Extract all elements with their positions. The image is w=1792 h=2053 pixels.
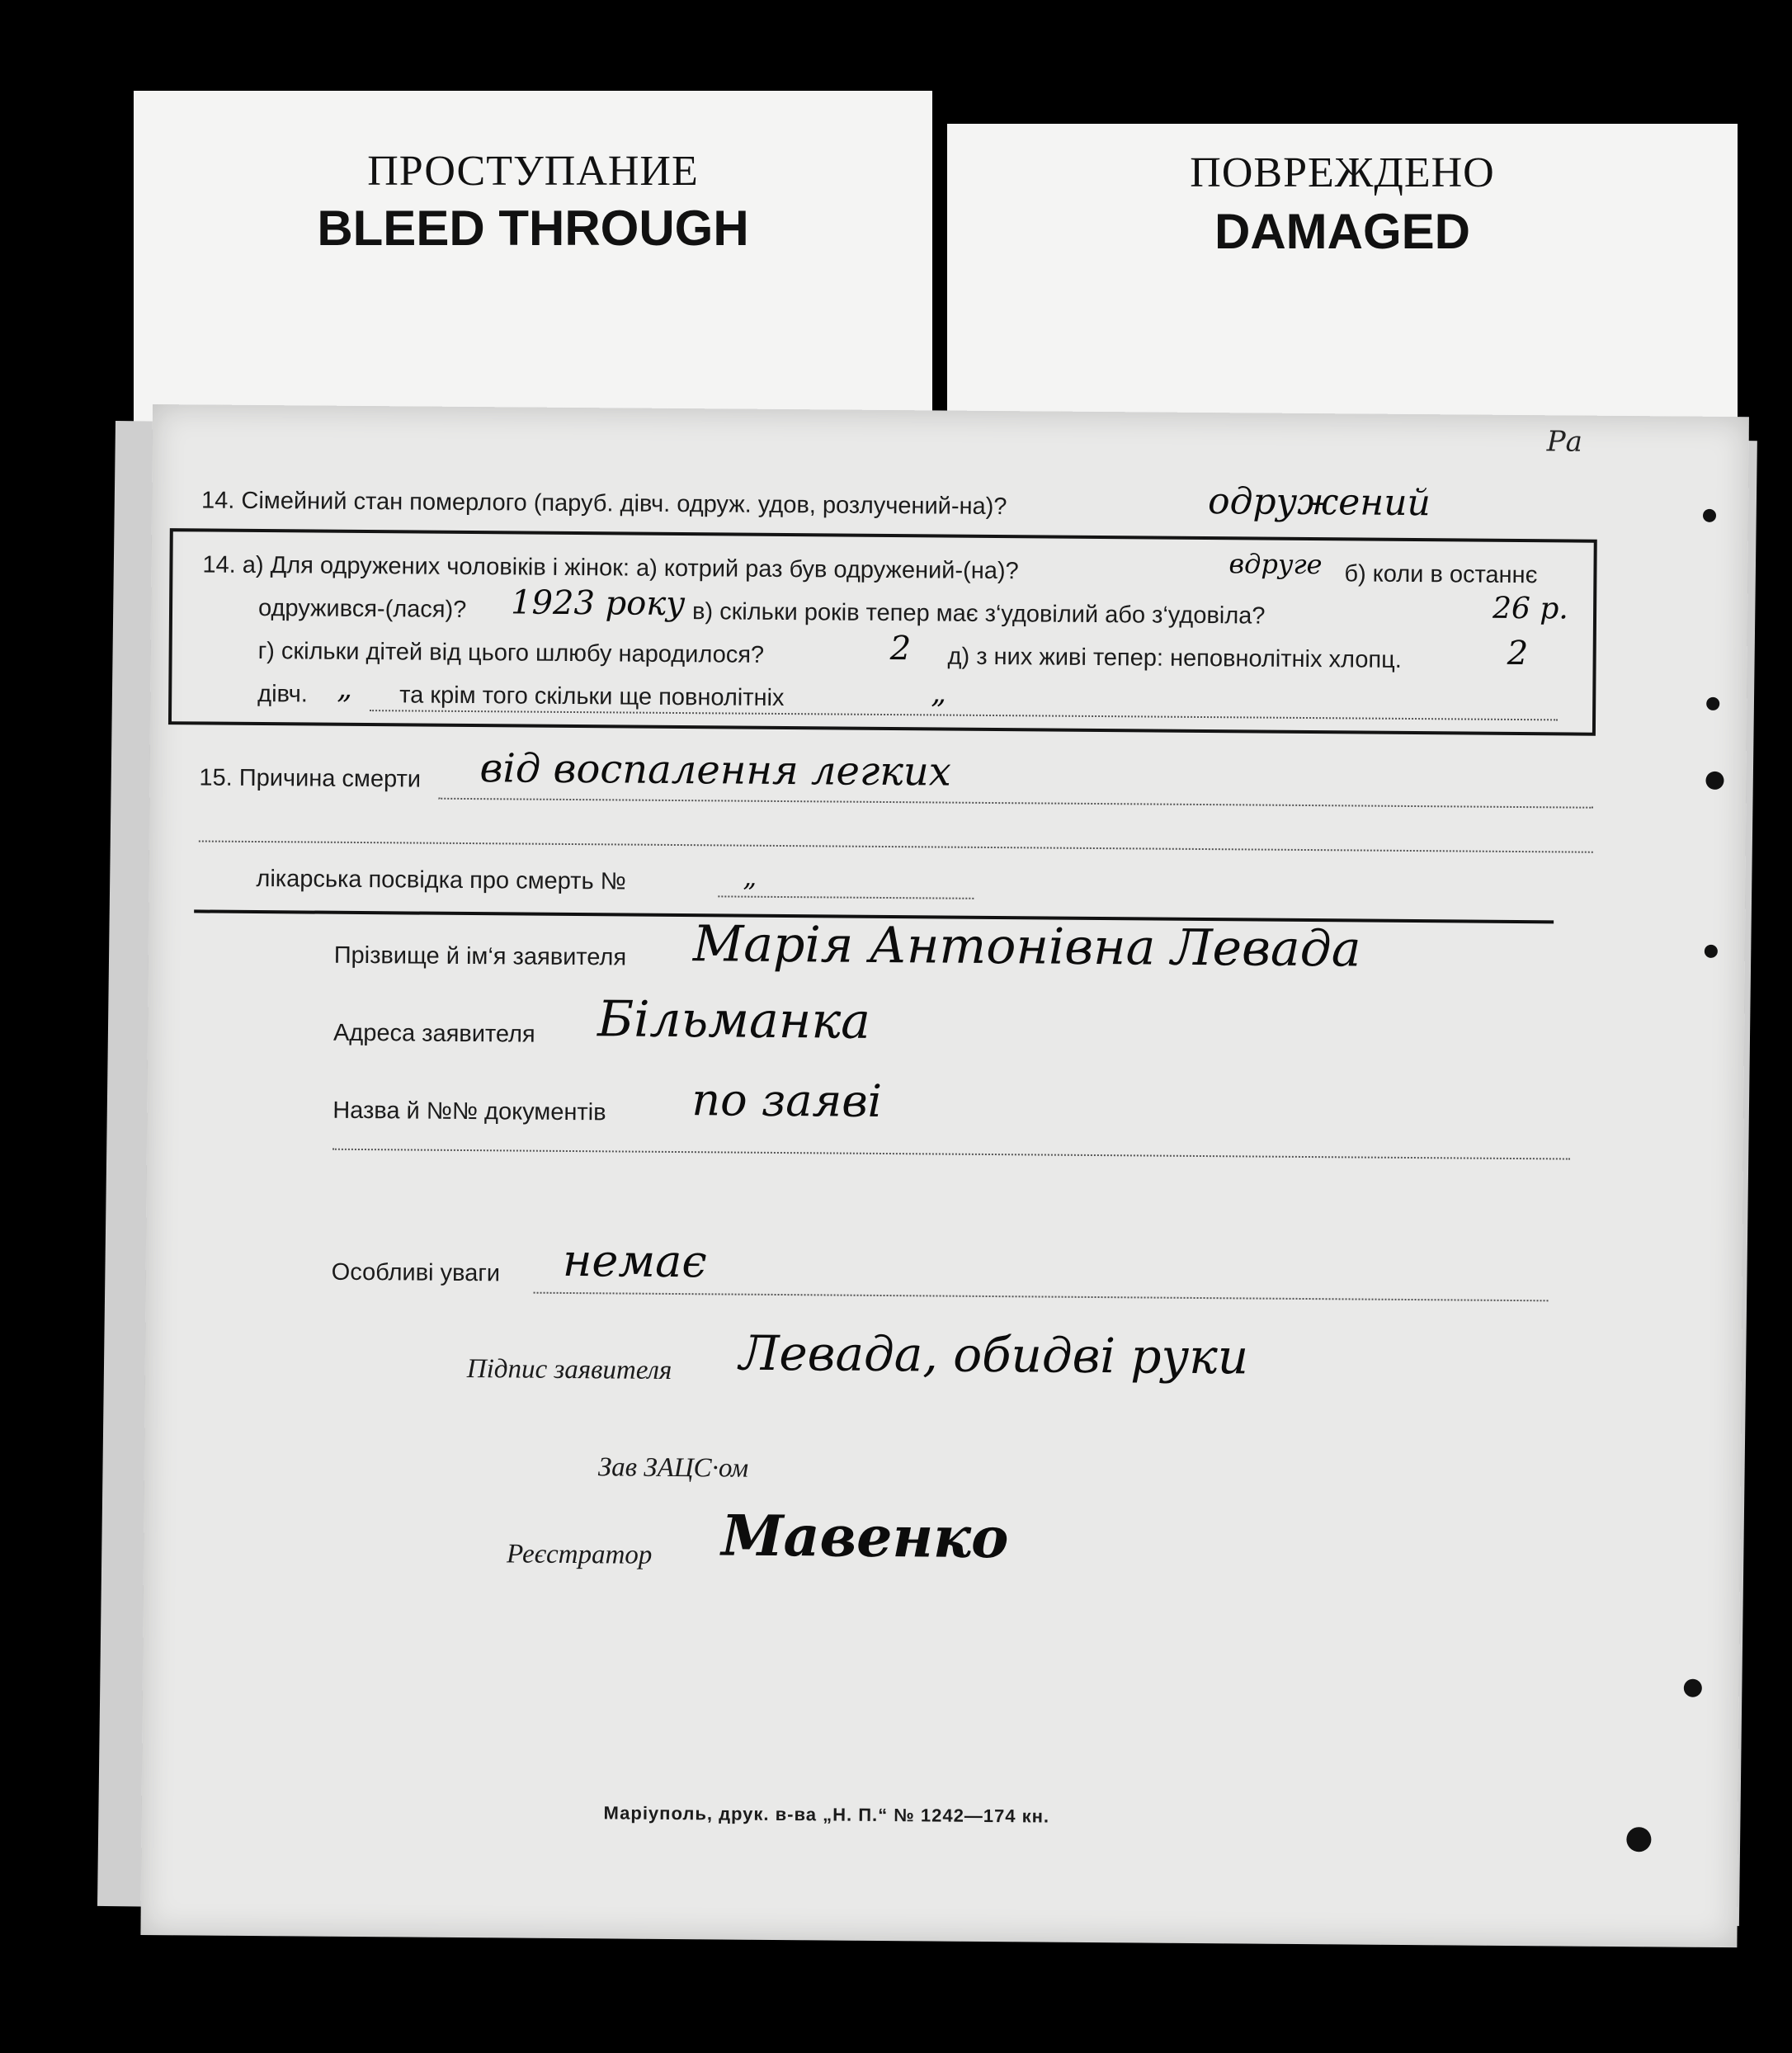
applicant-name-label: Прізвище й ім‘я заявителя (333, 942, 627, 971)
certificate-label: лікарська посвідка про смерть № (256, 866, 626, 895)
certificate-dotted-line (718, 895, 974, 899)
damaged-title-ru: ПОВРЕЖДЕНО (1190, 149, 1495, 196)
head-label: Зав ЗАЦС·ом (597, 1452, 749, 1484)
q15-label: 15. Причина смерти (199, 764, 422, 793)
signature-answer: Левада, обидві руки (738, 1324, 1249, 1385)
remarks-dotted-line (534, 1292, 1549, 1302)
remarks-label: Особливі уваги (331, 1258, 501, 1287)
remarks-answer: немає (562, 1234, 707, 1288)
q14a-answer-adults: „ (931, 676, 947, 710)
damaged-title-en: DAMAGED (1214, 204, 1470, 259)
q14a-dotted-line (370, 710, 1558, 720)
q14a-answer-times: вдруге (1228, 548, 1323, 581)
corner-mark: Ра (1546, 425, 1583, 459)
printer-footer: Маріуполь, друк. в-ва „Н. П.“ № 1242—174 кн. (603, 1802, 1050, 1827)
q14a-line1: 14. а) Для одружених чоловіків і жінок: а) котрий раз був одружений-(на)? (202, 551, 1019, 585)
binding-hole (1626, 1827, 1651, 1852)
bleed-through-title-ru: ПРОСТУПАНИЕ (367, 148, 699, 195)
applicant-address-label: Адреса заявителя (332, 1019, 535, 1048)
documents-label: Назва й №№ документів (332, 1097, 606, 1126)
signature-label: Підпис заявителя (466, 1354, 672, 1385)
binding-hole (1705, 772, 1724, 790)
binding-hole (1706, 697, 1719, 710)
q14a-line2: одружився-(лася)? (257, 595, 467, 623)
binding-hole (1705, 945, 1718, 958)
documents-answer: по заяві (691, 1074, 883, 1127)
q14a-line3: г) скільки дітей від цього шлюбу народилося? (257, 638, 765, 668)
q14a-line4-mid: та крім того скільки ще повнолітніх (399, 682, 785, 712)
q14a-line2-mid: в) скільки років тепер має з‘удовілий або з‘удовіла? (691, 598, 1266, 630)
q14a-answer-year: 1923 року (510, 583, 686, 624)
q14-marital-answer: одружений (1207, 480, 1431, 525)
binding-hole (1684, 1679, 1702, 1697)
applicant-address-answer: Більманка (597, 990, 871, 1050)
q15-dotted-line (438, 798, 1593, 809)
q14a-line4-start: дівч. (257, 681, 309, 708)
q14a-box (168, 528, 1597, 736)
bleed-through-title-en: BLEED THROUGH (317, 201, 749, 256)
certificate-answer: „ (743, 861, 757, 893)
q14a-answer-age: 26 р. (1492, 591, 1569, 626)
q14a-answer-girls: „ (337, 671, 353, 706)
q14a-line1-end: б) коли в останнє (1344, 560, 1538, 589)
damaged-card (947, 124, 1738, 437)
q14-marital-label: 14. Сімейний стан померлого (паруб. дівч. одруж. удов, розлучений-на)? (200, 487, 1007, 521)
q15-dotted-line-2 (199, 840, 1593, 852)
registrar-signature: Мавенко (720, 1503, 1009, 1572)
q15-answer: від воспалення легких (479, 745, 952, 795)
q14a-answer-boys: 2 (1507, 634, 1529, 673)
documents-dotted-line (332, 1149, 1570, 1160)
q14a-line3-mid: д) з них живі тепер: неповнолітніх хлопц. (947, 643, 1402, 673)
bleed-through-card (134, 91, 932, 437)
applicant-name-answer: Марія Антонівна Левада (692, 915, 1361, 979)
q14a-answer-children: 2 (889, 630, 912, 668)
registrar-label: Реєстратор (506, 1539, 653, 1570)
death-record-form (140, 404, 1749, 1947)
binding-hole (1703, 509, 1716, 522)
